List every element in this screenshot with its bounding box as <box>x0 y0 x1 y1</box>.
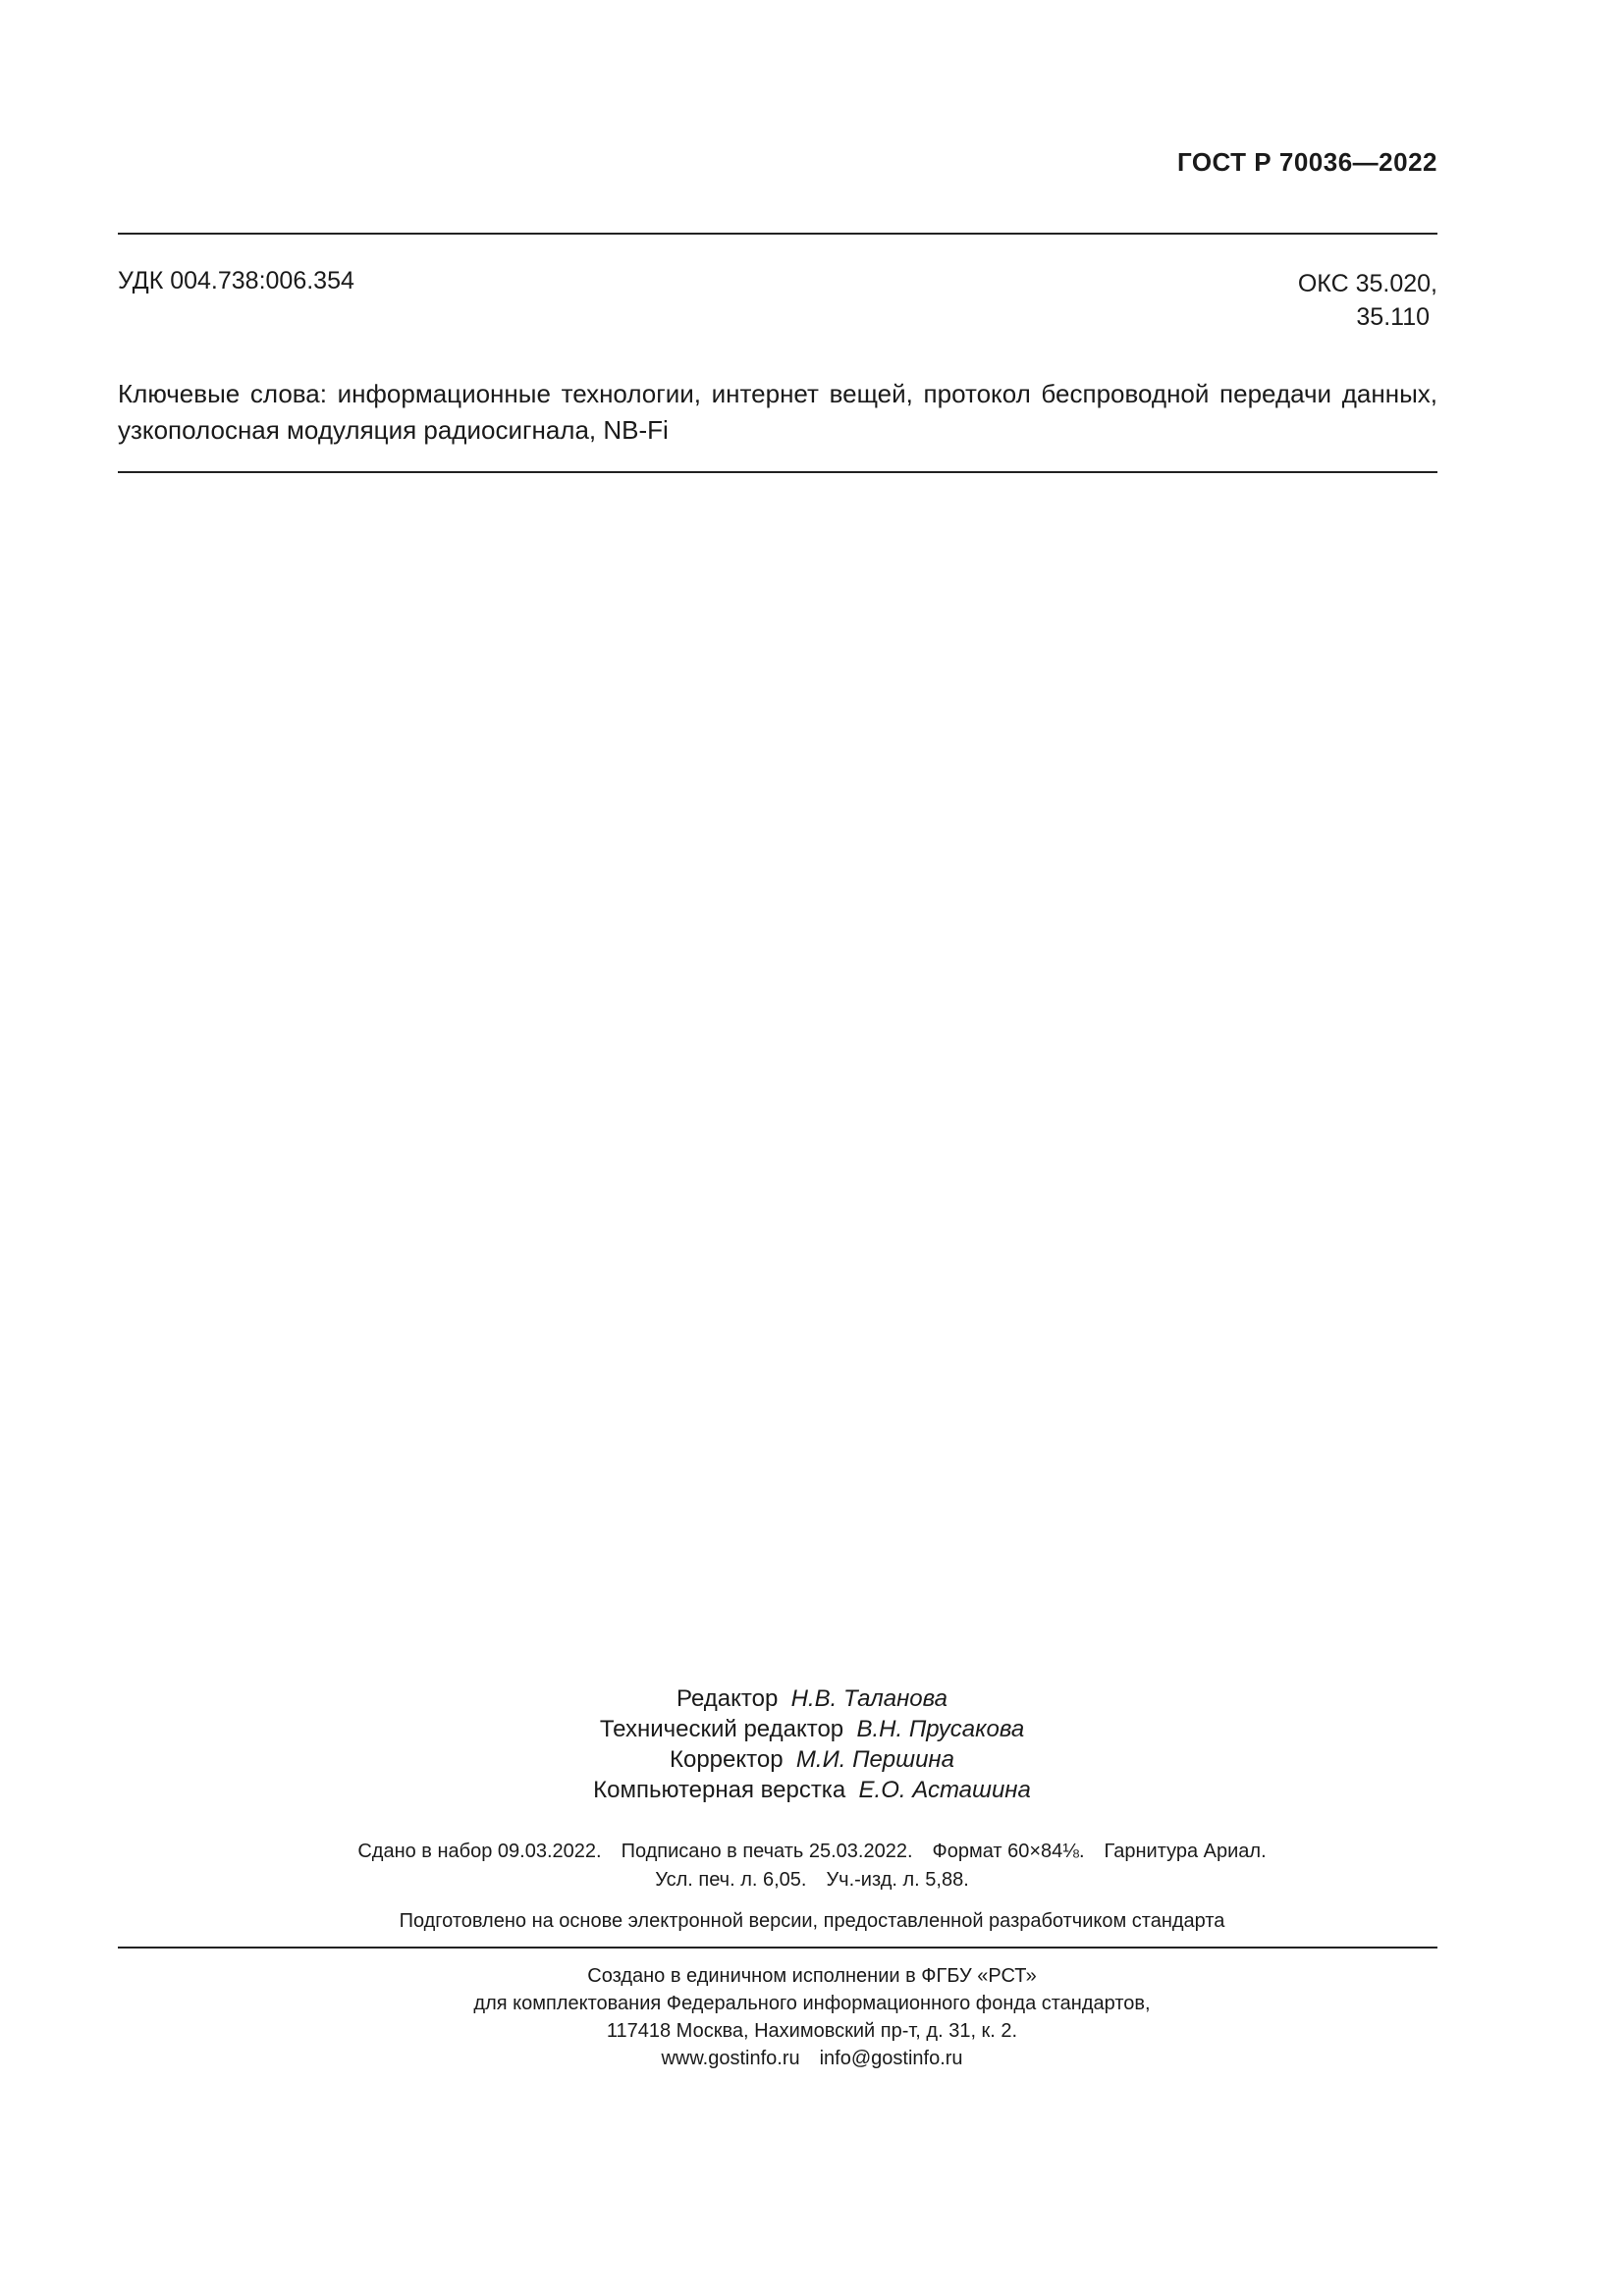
credit-editor <box>0 1683 1624 1714</box>
keywords-divider <box>118 471 1437 473</box>
footer-website-link[interactable]: www.gostinfo.ru <box>661 2048 800 2069</box>
footer-address: 117418 Москва, Нахимовский пр-т, д. 31, к. 2. <box>606 2020 1018 2042</box>
keywords-paragraph: Ключевые слова: информационные технологии, интернет вещей, протокол беспроводной передачи данных, узкополосная модуляция радиосигнала, NB-Fi <box>118 379 1437 445</box>
credit-corrector-label: Корректор <box>670 1746 784 1773</box>
credit-tech-editor <box>0 1714 1624 1744</box>
footer-divider <box>118 1947 1437 1949</box>
imprint-signed: Подписано в печать 25.03.2022. <box>621 1841 913 1862</box>
footer-block <box>0 1962 1624 2072</box>
imprint-block <box>0 1838 1624 1895</box>
prepared-note: Подготовлено на основе электронной версии, предоставленной разработчиком стандарта <box>399 1910 1225 1932</box>
footer-contacts <box>0 2045 1624 2072</box>
oks-code <box>1298 267 1437 334</box>
footer-email-link[interactable]: info@gostinfo.ru <box>819 2048 963 2069</box>
credit-tech-editor-name: В.Н. Прусакова <box>856 1716 1025 1742</box>
credit-corrector <box>0 1744 1624 1775</box>
imprint-typeface: Гарнитура Ариал. <box>1104 1841 1267 1862</box>
credit-tech-editor-label: Технический редактор <box>599 1716 844 1742</box>
top-divider <box>118 233 1437 235</box>
footer-line-2: для комплектования Федерального информационного фонда стандартов, <box>473 1993 1151 2014</box>
imprint-line-2 <box>0 1866 1624 1895</box>
credit-layout-label: Компьютерная верстка <box>593 1777 846 1803</box>
footer-line-1: Создано в единичном исполнении в ФГБУ «РСТ» <box>587 1965 1037 1987</box>
credit-corrector-name: М.И. Першина <box>795 1746 954 1773</box>
imprint-line-1 <box>0 1838 1624 1866</box>
credit-layout-name: Е.О. Асташина <box>858 1777 1031 1803</box>
document-code: ГОСТ Р 70036—2022 <box>1176 147 1437 177</box>
imprint-format: Формат 60×84⅛. <box>932 1841 1085 1862</box>
credit-editor-label: Редактор <box>677 1685 779 1712</box>
imprint-submitted: Сдано в набор 09.03.2022. <box>357 1841 602 1862</box>
credit-editor-name: Н.В. Таланова <box>790 1685 947 1712</box>
credits-block <box>0 1683 1624 1805</box>
imprint-pub-sheets: Уч.-изд. л. 5,88. <box>826 1869 969 1891</box>
oks-line-1: ОКС 35.020, <box>1297 270 1437 297</box>
oks-line-2: 35.110 <box>1356 303 1430 331</box>
udk-code: УДК 004.738:006.354 <box>118 267 354 294</box>
credit-layout <box>0 1775 1624 1805</box>
imprint-print-sheets: Усл. печ. л. 6,05. <box>655 1869 807 1891</box>
